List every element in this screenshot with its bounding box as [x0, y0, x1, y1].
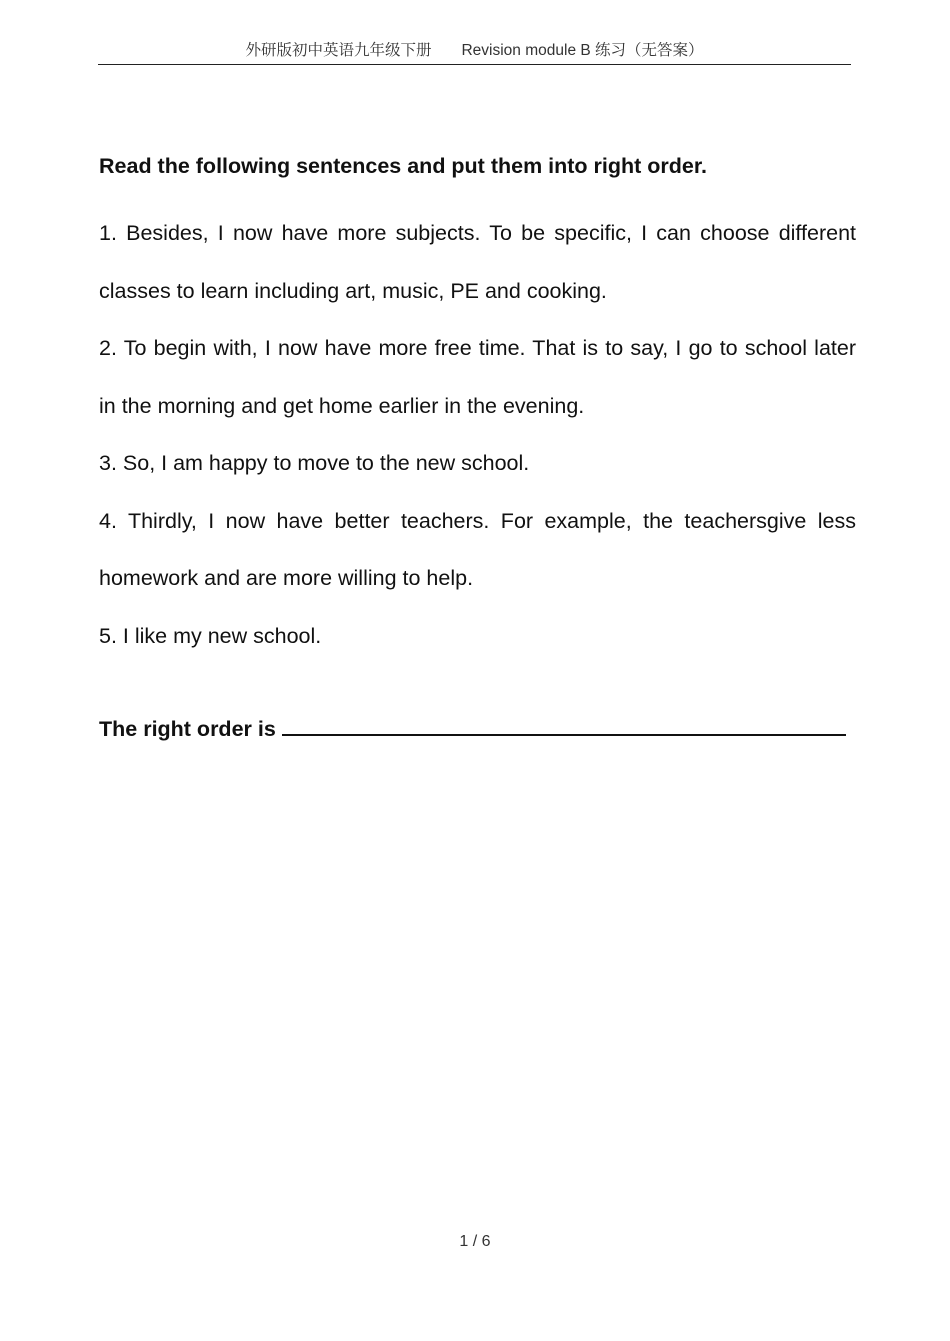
sentence-1: 1. Besides, I now have more subjects. To be specific, I can choose different classes to learn including art, music, PE and cooking. [99, 221, 856, 303]
page-number: 1 / 6 [459, 1233, 491, 1250]
answer-blank[interactable] [282, 708, 846, 736]
sentence-2: 2. To begin with, I now have more free time. That is to say, I go to school later in the morning and get home earlier in the evening. [99, 336, 856, 418]
answer-line [99, 708, 846, 747]
exercise-content [99, 148, 856, 665]
answer-label: The right order is [99, 717, 282, 741]
sentence-4: 4. Thirdly, I now have better teachers. For example, the teachersgive less homework and are more willing to help. [99, 508, 856, 590]
header-module-title: Revision module B 练习（无答案） [461, 42, 704, 59]
exercise-instruction: Read the following sentences and put them into right order. [99, 154, 708, 178]
sentence-3: 3. So, I am happy to move to the new school. [99, 451, 530, 475]
page-header [98, 38, 851, 65]
sentence-5: 5. I like my new school. [99, 623, 322, 648]
header-book-title: 外研版初中英语九年级下册 [245, 42, 432, 59]
